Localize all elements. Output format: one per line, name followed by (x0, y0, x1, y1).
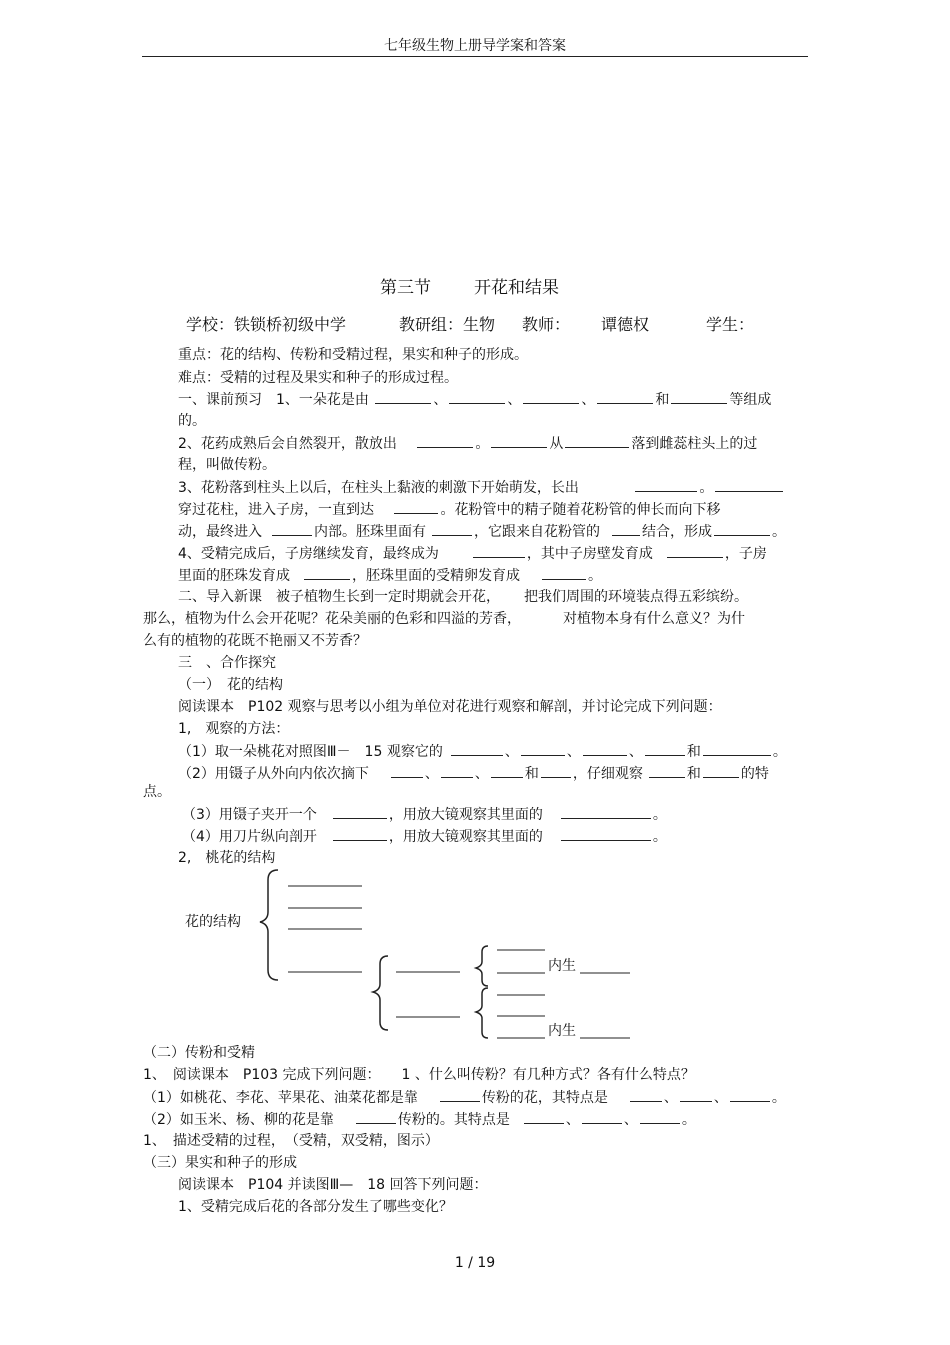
difficult-points: 难点：受精的过程及果实和种子的形成过程。 (178, 370, 458, 386)
method-4: （4）用刀片纵向剖开 ，用放大镜观察其里面的 。 (182, 826, 667, 847)
explore-read1: 阅读课本 P102 观察与思考以小组为单位对花进行观察和解剖，并讨论完成下列问题： (178, 699, 722, 715)
blank[interactable] (304, 565, 350, 580)
p1-a: （1）如桃花、李花、苹果花、油菜花都是靠 (143, 1090, 418, 1106)
q4-b1: 里面的胚珠发育成 (178, 568, 290, 584)
method-2: （2）用镊子从外向内依次摘下 、 、 和 ，仔细观察 和 的特 (178, 763, 769, 784)
blank[interactable] (524, 1109, 564, 1124)
q2-text: 2、花药成熟后会自然裂开，散放出 (178, 436, 397, 452)
p2-b: 传粉的。其特点是 (397, 1112, 510, 1128)
preview-q2-cont: 程，叫做传粉。 (178, 457, 276, 473)
q4-b2: ，胚珠里面的受精卵发育成 (352, 568, 520, 584)
m3-text: （3）用镊子夹开一个 (182, 807, 317, 823)
blank[interactable] (582, 1109, 622, 1124)
intro-1a: 二、导入新课 被子植物生长到一定时期就会开花， (178, 589, 500, 605)
q3c-3: ，它跟来自花粉管的 (474, 524, 600, 540)
preview-q4 (178, 543, 767, 564)
m2-and2: 和 (686, 766, 701, 782)
explore-method: 1, 观察的方法： (178, 721, 290, 737)
fruit-read: 阅读课本 P104 并读图Ⅲ— 18 回答下列问题： (178, 1177, 488, 1193)
preview-q3-b (178, 499, 720, 520)
m1-text: （1）取一朵桃花对照图Ⅲ－ 15 观察它的 (178, 744, 443, 760)
blank[interactable] (583, 741, 627, 756)
q1-end: 等组成 (729, 392, 772, 408)
blank[interactable] (333, 826, 387, 841)
fruit-heading: （三）果实和种子的形成 (143, 1155, 297, 1171)
brace-main (260, 870, 278, 980)
header-rule (142, 56, 808, 57)
blank[interactable] (541, 763, 571, 778)
m4-b: ，用放大镜观察其里面的 (388, 829, 543, 845)
preview-q3: 3、花粉落到柱头上以后，在柱头上黏液的刺激下开始萌发，长出 。 (178, 477, 785, 498)
m2-c: 的特 (740, 766, 769, 782)
m1-and: 和 (686, 744, 701, 760)
blank[interactable] (441, 763, 473, 778)
explore-heading: 三 、合作探究 (178, 655, 276, 671)
q1-and: 和 (655, 392, 670, 408)
preview-q2: 2、花药成熟后会自然裂开，散放出 。 从 落到雌蕊柱头上的过 (178, 433, 757, 454)
blank[interactable] (561, 804, 651, 819)
blank[interactable] (680, 1087, 712, 1102)
structure-label: 花的结构 (185, 914, 241, 930)
blank[interactable] (714, 521, 770, 536)
pollination-heading: （二）传粉和受精 (143, 1045, 255, 1061)
p2-a: （2）如玉米、杨、柳的花是靠 (143, 1112, 334, 1128)
intro-line2 (143, 609, 745, 629)
pollination-q1: 1、 阅读课本 P103 完成下列问题： 1 、什么叫传粉？有几种方式？各有什么特点？ (143, 1067, 695, 1083)
blank[interactable] (565, 433, 629, 448)
blank[interactable] (440, 1087, 480, 1102)
blank[interactable] (667, 543, 723, 558)
preview-q1-cont: 的。 (178, 413, 206, 429)
blank[interactable] (375, 389, 431, 404)
blank[interactable] (491, 433, 547, 448)
blank[interactable] (612, 521, 640, 536)
school-label: 学校：铁锁桥初级中学 (186, 315, 347, 334)
intro-2a: 那么，植物为什么会开花呢？花朵美丽的色彩和四溢的芳香， (143, 611, 521, 627)
explore-sub1: （一） 花的结构 (178, 677, 283, 693)
q2-end: 落到雌蕊柱头上的过 (631, 436, 758, 452)
blank[interactable] (333, 804, 387, 819)
brace-lower (476, 988, 488, 1038)
blank[interactable] (715, 477, 783, 492)
blank[interactable] (597, 389, 653, 404)
blank[interactable] (451, 741, 503, 756)
pollination-p1: （1）如桃花、李花、苹果花、油菜花都是靠 传粉的花，其特点是 、 、 。 (143, 1087, 786, 1108)
blank[interactable] (730, 1087, 770, 1102)
page-number: 1 / 19 (454, 1255, 496, 1271)
blank[interactable] (491, 763, 523, 778)
inside-label-2: 内生 (548, 1023, 576, 1039)
blank[interactable] (394, 499, 438, 514)
q4-a2: ，其中子房壁发育成 (526, 546, 653, 562)
blank[interactable] (356, 1109, 396, 1124)
m3-b: ，用放大镜观察其里面的 (388, 807, 543, 823)
q1-text: 一、课前预习 1、一朵花是由 (178, 392, 369, 408)
m2-text: （2）用镊子从外向内依次摘下 (178, 766, 369, 782)
q3c-1: 动，最终进入 (178, 524, 262, 540)
section-title: 开花和结果 (474, 278, 559, 298)
blank[interactable] (561, 826, 651, 841)
structure-heading: 2, 桃花的结构 (178, 850, 276, 866)
blank[interactable] (645, 741, 685, 756)
p1-b: 传粉的花，其特点是 (481, 1090, 608, 1106)
q3c-2: 内部。胚珠里面有 (314, 524, 426, 540)
method-1: （1）取一朵桃花对照图Ⅲ－ 15 观察它的 、 、 、 和 。 (178, 741, 787, 762)
intro-line3: 么有的植物的花既不艳丽又不芳香？ (143, 633, 367, 649)
blank[interactable] (640, 1109, 680, 1124)
pollination-q2: 1、 描述受精的过程， （受精，双受精，图示） (143, 1133, 439, 1149)
q3b-end: 。花粉管中的精子随着花粉管的伸长而向下移 (440, 502, 721, 518)
method-2-cont: 点。 (143, 784, 171, 800)
group-label: 教研组：生物 (399, 315, 496, 334)
blank[interactable] (703, 741, 771, 756)
m2-and: 和 (524, 766, 539, 782)
inside-label-1: 内生 (548, 958, 576, 974)
running-header: 七年级生物上册导学案和答案 (384, 38, 566, 54)
q3b-text: 穿过花柱，进入子房，一直到达 (178, 502, 374, 518)
pollination-p2: （2）如玉米、杨、柳的花是靠 传粉的。其特点是 、 、 。 (143, 1109, 696, 1130)
teacher-name: 谭德权 (601, 315, 650, 334)
method-3: （3）用镊子夹开一个 ，用放大镜观察其里面的 。 (182, 804, 667, 825)
student-label: 学生： (706, 315, 755, 334)
fruit-q1: 1、受精完成后花的各部分发生了哪些变化？ (178, 1199, 453, 1215)
teacher-label: 教师： (522, 315, 571, 334)
section-number: 第三节 (380, 278, 431, 298)
blank[interactable] (542, 565, 586, 580)
blank[interactable] (449, 389, 505, 404)
blank[interactable] (272, 521, 312, 536)
blank[interactable] (523, 389, 579, 404)
preview-q3-c: 动，最终进入 内部。胚珠里面有 ，它跟来自花粉管的 结合，形成 。 (178, 521, 786, 542)
q4-a3: ，子房 (724, 546, 767, 562)
blank[interactable] (649, 763, 685, 778)
q3c-4: 结合，形成 (642, 524, 712, 540)
m2-b: ，仔细观察 (572, 766, 643, 782)
blank[interactable] (671, 389, 727, 404)
blank[interactable] (703, 763, 739, 778)
brace-pistil (373, 956, 388, 1030)
key-points: 重点：花的结构、传粉和受精过程，果实和种子的形成。 (178, 347, 528, 363)
blank[interactable] (630, 1087, 662, 1102)
intro-1b: 把我们周围的环境装点得五彩缤纷。 (524, 589, 748, 605)
blank[interactable] (432, 521, 472, 536)
blank[interactable] (473, 543, 525, 558)
blank[interactable] (391, 763, 423, 778)
blank[interactable] (417, 433, 473, 448)
brace-upper (476, 946, 488, 986)
blank[interactable] (521, 741, 565, 756)
blank[interactable] (635, 477, 697, 492)
q2-from: 从 (549, 436, 564, 452)
intro-line1 (178, 587, 748, 607)
preview-q4-b: 里面的胚珠发育成 ，胚珠里面的受精卵发育成 。 (178, 565, 602, 586)
intro-2b: 对植物本身有什么意义？为什 (563, 611, 745, 627)
q4-a: 4、受精完成后，子房继续发育，最终成为 (178, 546, 439, 562)
m4-text: （4）用刀片纵向剖开 (182, 829, 317, 845)
q3-text: 3、花粉落到柱头上以后，在柱头上黏液的刺激下开始萌发，长出 (178, 480, 579, 496)
preview-q1: 一、课前预习 1、一朵花是由 、 、 、 和 等组成 (178, 389, 771, 410)
